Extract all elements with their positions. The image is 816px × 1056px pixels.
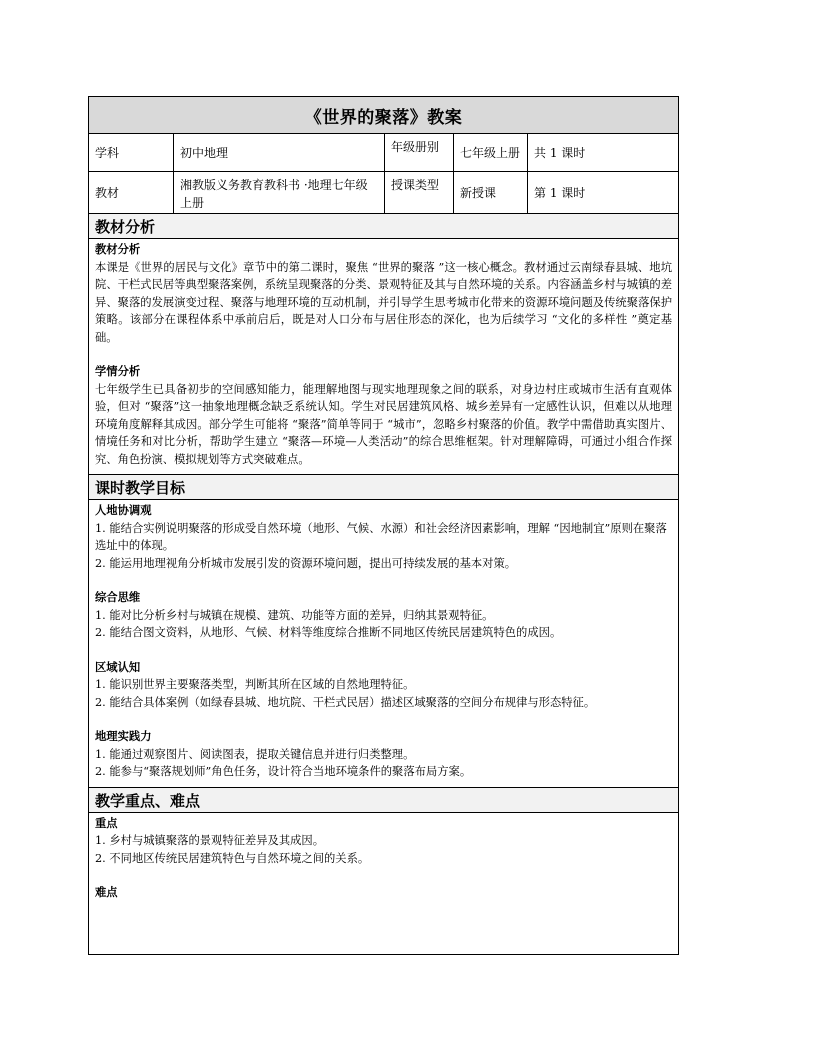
label-grade: 年级册别 <box>385 134 454 171</box>
label-textbook: 教材 <box>89 172 174 213</box>
subheading-learner-analysis: 学情分析 <box>95 364 141 378</box>
label-lesson-type: 授课类型 <box>385 172 454 213</box>
info-row-textbook <box>89 172 678 214</box>
document-title: 《世界的聚落》教案 <box>89 97 678 134</box>
list-item: 2. 能结合具体案例（如绿春县城、地坑院、干栏式民居）描述区域聚落的空间分布规律与形态特征。 <box>95 695 596 709</box>
value-current-period: 第 1 课时 <box>534 185 586 200</box>
section-objectives <box>89 475 678 788</box>
value-total-periods: 共 1 课时 <box>534 145 586 160</box>
label-subject: 学科 <box>89 134 174 171</box>
section-title-objectives: 课时教学目标 <box>89 475 678 500</box>
list-item: 2. 能结合图文资料，从地形、气候、材料等维度综合推断不同地区传统民居建筑特色的成因。 <box>95 626 562 639</box>
info-row-subject <box>89 134 678 172</box>
paragraph-textbook-analysis: 本课是《世界的居民与文化》章节中的第二课时，聚焦 “世界的聚落 ”这一核心概念。教材通过云南绿春县城、地坑院、干栏式民居等典型聚落案例，系统呈现聚落的分类、景观特征及其与自然环境的关系。内容涵盖乡村与城镇的差异、聚落的发展演变过程、聚落与地理环境的互动机制，并引导学生思考城市化带来的资源环境问题及传统聚落保护策略。该部分在课程体系中承前启后，既是对人口分布与居住形态的深化，也为后续学习 “文化的多样性 ”奠定基础。 <box>95 260 672 344</box>
subheading-focus: 重点 <box>95 815 118 830</box>
section-analysis <box>89 214 678 475</box>
list-item: 1. 能识别世界主要聚落类型，判断其所在区域的自然地理特征。 <box>95 678 415 691</box>
subheading-objective: 区域认知 <box>95 659 141 674</box>
list-item: 1. 乡村与城镇聚落的景观特征差异及其成因。 <box>95 834 325 847</box>
section-title-analysis: 教材分析 <box>89 214 678 239</box>
paragraph-learner-analysis: 七年级学生已具备初步的空间感知能力，能理解地图与现实地理现象之间的联系，对身边村庄或城市生活有直观体验，但对 “聚落”这一抽象地理概念缺乏系统认知。学生对民居建筑风格、城乡差异有一定感性认识，但难以从地理环境角度解释其成因。部分学生可能将 “聚落”简单等同于 “城市”，忽略乡村聚落的价值。教学中需借助真实图片、情境任务和对比分析，帮助学生建立 “聚落—环境—人类活动”的综合思维框架。针对理解障碍，可通过小组合作探究、角色扮演、模拟规划等方式突破难点。 <box>95 382 672 466</box>
subheading-objective: 地理实践力 <box>95 729 152 743</box>
list-item: 1. 能通过观察图片、阅读图表，提取关键信息并进行归类整理。 <box>95 747 415 761</box>
value-subject: 初中地理 <box>174 134 385 171</box>
subheading-textbook-analysis: 教材分析 <box>95 242 141 256</box>
section-title-keypoints: 教学重点、难点 <box>89 788 678 813</box>
subheading-difficulty: 难点 <box>95 885 118 899</box>
subheading-objective: 综合思维 <box>95 590 141 604</box>
value-lesson-type: 新授课 <box>454 172 528 213</box>
section-keypoints <box>89 788 678 908</box>
list-item: 2. 能参与“聚落规划师”角色任务，设计符合当地环境条件的聚落布局方案。 <box>95 765 472 778</box>
list-item: 2. 能运用地理视角分析城市发展引发的资源环境问题，提出可持续发展的基本对策。 <box>95 556 517 570</box>
value-textbook: 湘教版义务教育教科书 ·地理七年级上册 <box>174 172 385 213</box>
value-grade: 七年级上册 <box>454 134 528 171</box>
list-item: 1. 能结合实例说明聚落的形成受自然环境（地形、气候、水源）和社会经济因素影响，理解 “因地制宜”原则在聚落选址中的体现。 <box>95 521 667 552</box>
lesson-plan-table <box>88 96 679 955</box>
list-item: 1. 能对比分析乡村与城镇在规模、建筑、功能等方面的差异，归纳其景观特征。 <box>95 608 494 622</box>
list-item: 2. 不同地区传统民居建筑特色与自然环境之间的关系。 <box>95 851 370 865</box>
subheading-objective: 人地协调观 <box>95 503 152 517</box>
